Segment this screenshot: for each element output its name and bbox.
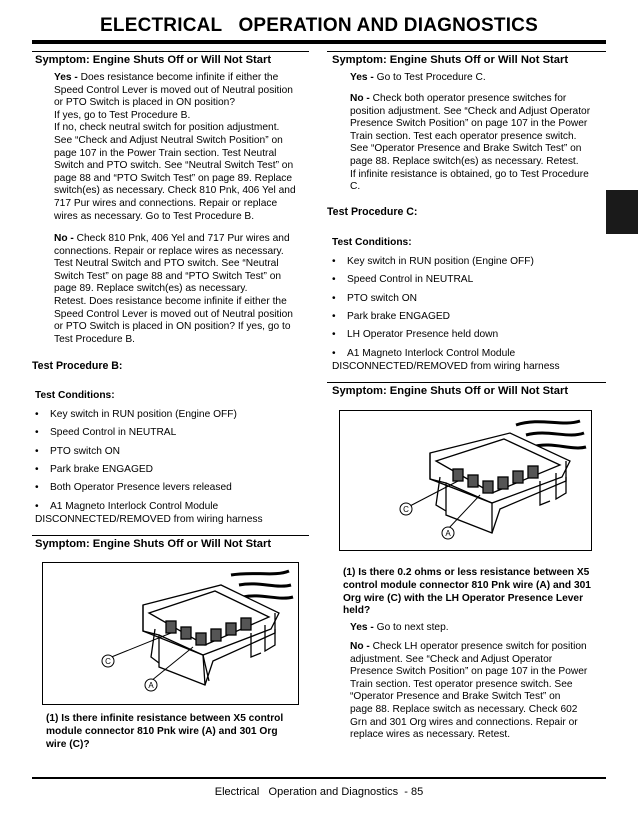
condition-item: • Park brake ENGAGED xyxy=(35,464,154,475)
condition-item: • Key switch in RUN position (Engine OFF) xyxy=(35,409,237,420)
answer-line: Train section. Test operator presence switch. See xyxy=(350,678,573,690)
answer-line: Test Neutral Switch and PTO switch. See “Neutral xyxy=(54,258,279,270)
yes-answer: Yes - Go to next step. xyxy=(350,622,449,633)
yes-label: Yes - xyxy=(54,72,78,83)
answer-line: See “Operator Presence and Brake Switch Test” on xyxy=(350,143,582,155)
answer-line: Switch Test” on page 88 and “PTO Switch Test” on xyxy=(54,270,282,282)
answer-line: Retest. Does resistance become infinite if either the xyxy=(54,295,287,307)
condition-item: • A1 Magneto Interlock Control Module xyxy=(35,501,219,512)
page-footer: Electrical Operation and Diagnostics - 85 xyxy=(214,786,424,798)
header-rule xyxy=(32,40,606,44)
no-answer: No - Check LH operator presence switch for position adjustment. See “Check and Adjust Operator Presence Switch Position” on page 107 in the Power Train section. Test operator presence switch. See “Operator Presence and Brake Switch Test” on page 88. Replace switch as necessary. Check 602 Grn and 301 Org wires and connections. Repair or replace wires as necessary. Retest. xyxy=(350,641,606,742)
answer-line: switch(es) as necessary. Check 810 Pnk, 406 Yel and xyxy=(54,185,296,197)
condition-item: • Park brake ENGAGED xyxy=(332,311,451,322)
condition-item: • Speed Control in NEUTRAL xyxy=(35,427,177,438)
callout-c: C xyxy=(403,505,409,514)
symptom-heading: Symptom: Engine Shuts Off or Will Not Start xyxy=(35,538,272,550)
test-conditions-heading: Test Conditions: xyxy=(35,390,115,401)
condition-item: • A1 Magneto Interlock Control Module xyxy=(332,348,516,359)
answer-line: Test Procedure B. xyxy=(54,333,135,345)
condition-item: • PTO switch ON xyxy=(332,293,418,304)
answer-line: Grn and 301 Org wires and connections. Repair or xyxy=(350,716,578,728)
test-procedure-heading: Test Procedure B: xyxy=(32,360,123,372)
condition-item: • Speed Control in NEUTRAL xyxy=(332,274,474,285)
yes-label: Yes - xyxy=(350,72,374,83)
symptom-heading: Symptom: Engine Shuts Off or Will Not Start xyxy=(332,54,569,66)
answer-line: Switch and PTO switch. See “Neutral Switch Test” on xyxy=(54,160,294,172)
answer-line: position adjustment. See “Check and Adjust Operator xyxy=(350,105,591,117)
condition-item: • Both Operator Presence levers released xyxy=(35,482,232,493)
answer-line: Presence Switch Position” on page 107 in the Power xyxy=(350,118,588,130)
answer-line: replace wires as necessary. Retest. xyxy=(350,729,511,741)
condition-item: • LH Operator Presence held down xyxy=(332,329,499,340)
answer-line: page 89. Replace switch(es) as necessary. xyxy=(54,283,248,295)
footer-rule xyxy=(32,777,606,779)
answer-line: Speed Control Lever is moved out of Neutral position xyxy=(54,84,293,96)
callout-a: A xyxy=(148,681,154,690)
answer-line: Check 810 Pnk, 406 Yel and 717 Pur wires and xyxy=(76,233,290,244)
callout-c: C xyxy=(105,657,111,666)
yes-label: Yes - xyxy=(350,622,374,633)
no-answer xyxy=(54,233,304,346)
answer-line: Presence Switch Position” on page 107 in the Power xyxy=(350,666,588,678)
answer-line: See “Check and Adjust Neutral Switch Position” on xyxy=(54,134,283,146)
answer-line: If no, check neutral switch for position adjustment. xyxy=(54,122,280,134)
connector-illustration xyxy=(43,563,298,704)
answer-line: page 107 in the Power Train section. Test Neutral xyxy=(54,147,277,159)
answer-line: Does resistance become infinite if either the xyxy=(80,72,279,83)
connector-figure xyxy=(42,562,299,705)
answer-line: Train section. Test each operator presence switch. xyxy=(350,130,577,142)
yes-answer: Yes - Go to Test Procedure C. xyxy=(350,72,486,83)
no-answer: No - Check both operator presence switches for position adjustment. See “Check and Adjust Operator Presence Switch Position” on page 107 in the Power Train section. Test each operator presence switch. See “Operator Presence and Brake Switch Test” on page 88. Replace switch(es) as necessary. Retest. If infinite resistance is obtained, go to Test Procedure C. xyxy=(350,93,606,194)
answer-line: C. xyxy=(350,181,361,193)
answer-line: Speed Control Lever is moved out of Neutral position xyxy=(54,308,293,320)
condition-item-continued: DISCONNECTED/REMOVED from wiring harness xyxy=(332,361,560,372)
no-label: No - xyxy=(350,641,370,652)
answer-line: adjustment. See “Check and Adjust Operator xyxy=(350,653,553,665)
test-conditions-heading: Test Conditions: xyxy=(332,237,412,248)
answer-line: wires as necessary. Go to Test Procedure B. xyxy=(54,210,255,222)
connector-figure xyxy=(339,410,592,551)
condition-item: • Key switch in RUN position (Engine OFF) xyxy=(332,256,534,267)
answer-line: page 88. Replace switch(es) as necessary. Retest. xyxy=(350,155,579,167)
question: (1) Is there 0.2 ohms or less resistance between X5 control module connector 810 Pnk wire (A) and 301 Org wire (C) with the LH Operator Presence Lever held? xyxy=(343,567,591,617)
symptom-heading: Symptom: Engine Shuts Off or Will Not Start xyxy=(332,385,569,397)
answer-line: “Operator Presence and Brake Switch Test” on xyxy=(350,691,561,703)
condition-item: • PTO switch ON xyxy=(35,446,121,457)
connector-illustration xyxy=(340,411,591,550)
no-label: No - xyxy=(350,93,370,104)
test-procedure-heading: Test Procedure C: xyxy=(327,206,418,218)
answer-line: If yes, go to Test Procedure B. xyxy=(54,109,191,121)
answer-line: connections. Repair or replace wires as necessary. xyxy=(54,245,284,257)
symptom-heading: Symptom: Engine Shuts Off or Will Not Start xyxy=(35,54,272,66)
yes-answer xyxy=(54,72,304,223)
section-tab xyxy=(606,190,638,234)
answer-line: or PTO Switch is placed in ON position? xyxy=(54,97,236,109)
no-label: No - xyxy=(54,233,74,244)
answer-line: or PTO Switch is placed in ON position? If yes, go to xyxy=(54,321,291,333)
answer-line: 717 Pur wires and connections. Repair or replace xyxy=(54,197,278,209)
question: (1) Is there infinite resistance between X5 control module connector 810 Pnk wire (A) and 301 Org wire (C)? xyxy=(46,713,284,750)
callout-a: A xyxy=(445,529,451,538)
answer-line: page 88. Replace switch as necessary. Check 602 xyxy=(350,703,578,715)
answer-line: page 88 and “PTO Switch Test” on page 89. Replace xyxy=(54,172,293,184)
condition-item-continued: DISCONNECTED/REMOVED from wiring harness xyxy=(35,514,263,525)
answer-line: If infinite resistance is obtained, go to Test Procedure xyxy=(350,168,589,180)
page-title: ELECTRICAL OPERATION AND DIAGNOSTICS xyxy=(100,15,538,36)
